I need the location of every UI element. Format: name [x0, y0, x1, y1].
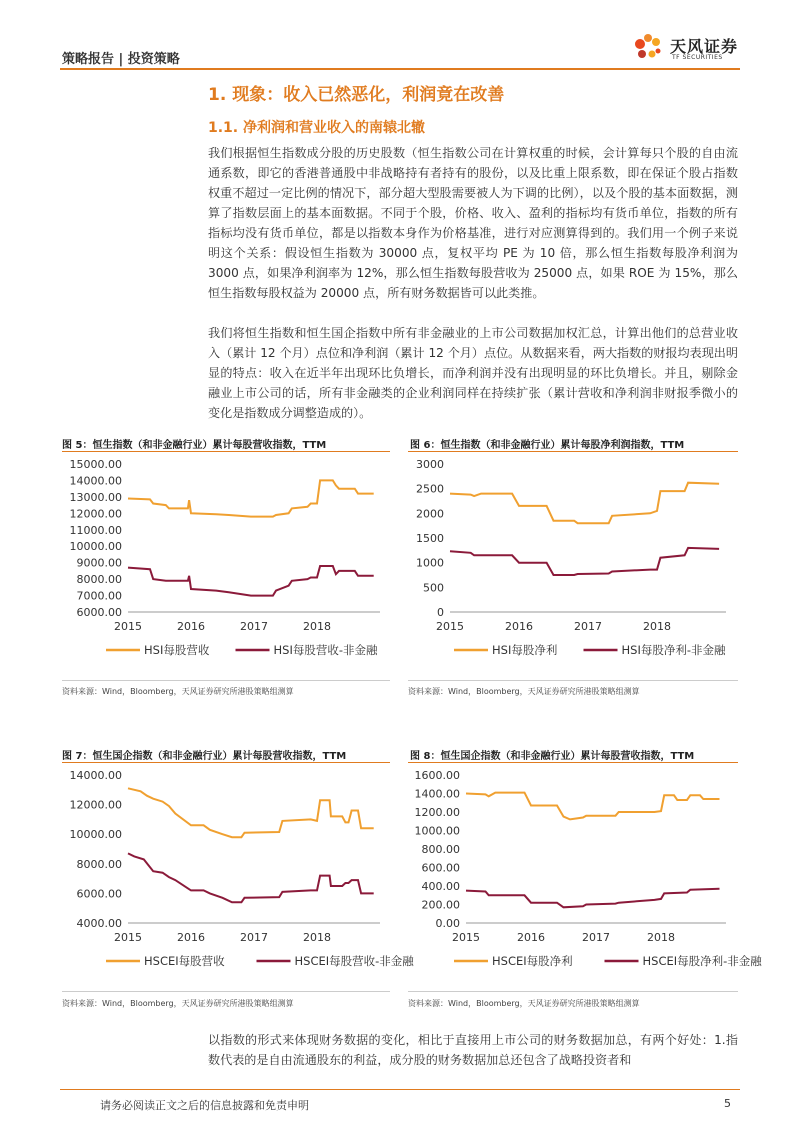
y-tick-label: 1600.00: [414, 769, 460, 782]
figure-5-rule: [62, 451, 390, 452]
y-tick-label: 1200.00: [414, 806, 460, 819]
figure-8-source-rule: [408, 991, 738, 992]
y-tick-label: 8000.00: [76, 857, 122, 871]
section-heading: 1. 现象：收入已然恶化，利润竟在改善: [208, 85, 505, 105]
y-tick-label: 8000.00: [76, 573, 122, 587]
figure-7-source-rule: [62, 991, 390, 992]
y-tick-label: 12000.00: [69, 798, 122, 812]
logo-subtitle: TF SECURITIES: [672, 54, 723, 61]
x-tick-label: 2018: [303, 620, 331, 633]
y-tick-label: 15000.00: [69, 458, 122, 471]
figure-7-source: 资料来源：Wind，Bloomberg，天风证券研究所港股策略组测算: [62, 999, 294, 1008]
y-tick-label: 1000.00: [414, 824, 460, 838]
figure-6-chart: [408, 454, 738, 679]
paragraph-1: 我们根据恒生指数成分股的历史股数（恒生指数公司在计算权重的时候，会计算每只个股的自由流通系数，即它的香港普通股中非战略持有者持有的股份，以及比重上限系数，即在保证个股占指数权重不超过一定比例的情况下，部分超大型股需要被人为下调的比例），以及个股的基本面数据，测算了指数层面上的基本面数据。不同于个股，价格、收入、盈利的指标均有货币单位，指数的所有指标均没有货币单位，都是以指数本身作为价格基准，进行对应测算得到的。我们用一个例子来说明这个关系：假设恒生指数为 30000 点，复权平均 PE 为 10 倍，那么恒生指数每股净利润为 3000 点，如果净利润率为 12%，那么恒生指数每股营收为 25000 点，如果 ROE 为 15%，那么恒生指数每股权益为 20000 点，所有财务数据皆可以此类推。: [208, 146, 738, 300]
legend-label: HSI每股净利: [492, 643, 558, 657]
y-tick-label: 6000.00: [76, 606, 122, 619]
y-tick-label: 2500: [416, 482, 444, 496]
x-tick-label: 2017: [582, 931, 610, 944]
y-tick-label: 1500: [416, 532, 444, 545]
series-line-2: [450, 548, 719, 575]
x-tick-label: 2016: [177, 931, 205, 944]
y-tick-label: 12000.00: [69, 507, 122, 521]
figure-7-rule: [62, 762, 390, 763]
figure-8-source: 资料来源：Wind，Bloomberg，天风证券研究所港股策略组测算: [408, 999, 640, 1008]
y-tick-label: 1000: [416, 556, 444, 570]
x-tick-label: 2018: [303, 931, 331, 944]
series-line-2: [128, 566, 374, 596]
x-tick-label: 2015: [436, 620, 464, 633]
series-line-1: [128, 480, 374, 516]
x-tick-label: 2015: [114, 931, 142, 944]
figure-5-chart: [62, 454, 390, 679]
x-tick-label: 2015: [452, 931, 480, 944]
figure-8-rule: [408, 762, 738, 763]
legend-label: HSI每股营收-非金融: [273, 643, 378, 657]
series-line-1: [128, 788, 374, 837]
figure-7-title: 图 7：恒生国企指数（和非金融行业）累计每股营收指数，TTM: [62, 751, 347, 762]
footer-disclaimer: 请务必阅读正文之后的信息披露和免责申明: [100, 1099, 309, 1112]
figure-8-chart: [408, 765, 762, 990]
series-line-1: [466, 793, 720, 820]
x-tick-label: 2016: [505, 620, 533, 633]
y-tick-label: 7000.00: [76, 589, 122, 603]
y-tick-label: 2000: [416, 507, 444, 521]
legend-label: HSCEI每股净利: [492, 954, 573, 968]
legend-label: HSI每股营收: [144, 643, 210, 657]
y-tick-label: 10000.00: [69, 540, 122, 554]
y-tick-label: 4000.00: [76, 917, 122, 930]
y-tick-label: 11000.00: [69, 523, 122, 537]
y-tick-label: 9000.00: [76, 556, 122, 570]
header-divider: [60, 68, 740, 70]
legend-label: HSCEI每股营收-非金融: [294, 954, 414, 968]
figure-6-title: 图 6：恒生指数（和非金融行业）累计每股净利润指数，TTM: [410, 440, 685, 451]
y-tick-label: 3000: [416, 458, 444, 471]
x-tick-label: 2015: [114, 620, 142, 633]
y-tick-label: 600.00: [421, 861, 460, 875]
figure-5-title: 图 5：恒生指数（和非金融行业）累计每股营收指数，TTM: [62, 440, 327, 451]
series-line-1: [450, 483, 719, 524]
y-tick-label: 1400.00: [414, 787, 460, 801]
y-tick-label: 800.00: [421, 843, 460, 856]
x-tick-label: 2017: [240, 931, 268, 944]
legend-label: HSCEI每股净利-非金融: [642, 954, 762, 968]
y-tick-label: 200.00: [421, 898, 460, 912]
logo-name: 天风证券: [670, 37, 739, 56]
figure-8-title: 图 8：恒生国企指数（和非金融行业）累计每股营收指数，TTM: [410, 751, 695, 762]
paragraph-2: 我们将恒生指数和恒生国企指数中所有非金融业的上市公司数据加权汇总，计算出他们的总营业收入（累计 12 个月）点位和净利润（累计 12 个月）点位。从数据来看，两大指数的财报均表现出明显的特点：收入在近半年出现环比负增长，而净利润并没有出现明显的环比负增长。并且，剔除金融业上市公司的话，所有非金融类的企业利润同样在持续扩张（累计营收和净利润非财报季微小的变化是指数成分调整造成的）。: [208, 326, 738, 420]
footer-divider: [60, 1089, 740, 1090]
x-tick-label: 2017: [240, 620, 268, 633]
y-tick-label: 10000.00: [69, 828, 122, 842]
y-tick-label: 6000.00: [76, 887, 122, 901]
y-tick-label: 0.00: [435, 917, 460, 930]
page-number: 5: [724, 1097, 731, 1110]
y-tick-label: 14000.00: [69, 474, 122, 488]
y-tick-label: 500: [423, 581, 444, 595]
series-line-2: [466, 889, 720, 908]
figure-5-source: 资料来源：Wind，Bloomberg，天风证券研究所港股策略组测算: [62, 687, 294, 696]
series-line-2: [128, 853, 374, 902]
x-tick-label: 2016: [517, 931, 545, 944]
x-tick-label: 2018: [643, 620, 671, 633]
x-tick-label: 2017: [574, 620, 602, 633]
header-section-label: 策略报告 | 投资策略: [62, 52, 180, 67]
subsection-heading: 1.1. 净利润和营业收入的南辕北辙: [208, 120, 425, 136]
y-tick-label: 14000.00: [69, 769, 122, 782]
x-tick-label: 2018: [647, 931, 675, 944]
y-tick-label: 13000.00: [69, 490, 122, 504]
y-tick-label: 400.00: [421, 880, 460, 893]
figure-6-rule: [408, 451, 738, 452]
x-tick-label: 2016: [177, 620, 205, 633]
y-tick-label: 0: [437, 606, 444, 619]
figure-5-source-rule: [62, 680, 390, 681]
figure-6-source: 资料来源：Wind，Bloomberg，天风证券研究所港股策略组测算: [408, 687, 640, 696]
figure-6-source-rule: [408, 680, 738, 681]
paragraph-3: 以指数的形式来体现财务数据的变化，相比于直接用上市公司的财务数据加总，有两个好处：1.指数代表的是自由流通股东的利益，成分股的财务数据加总还包含了战略投资者和: [208, 1033, 738, 1067]
figure-7-chart: [62, 765, 414, 990]
legend-label: HSCEI每股营收: [144, 954, 225, 968]
legend-label: HSI每股净利-非金融: [621, 643, 726, 657]
